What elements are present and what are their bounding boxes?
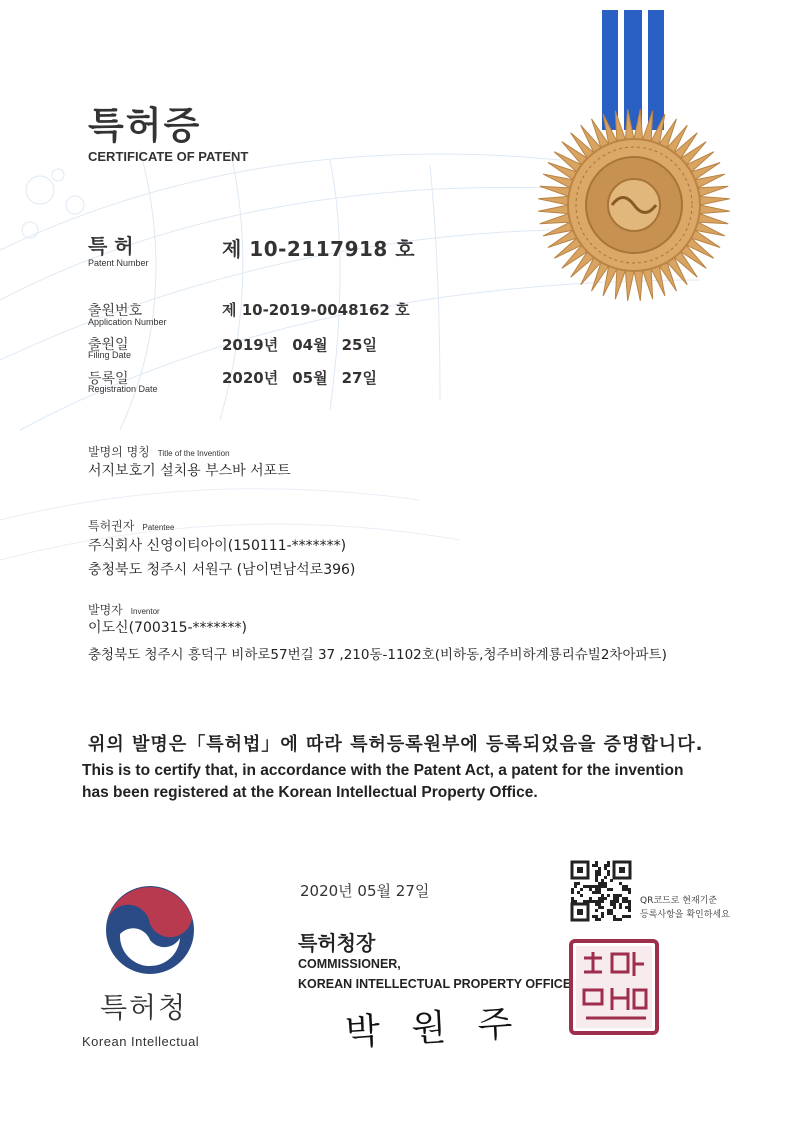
- registration-year: 2020년: [222, 369, 279, 387]
- application-number-label: 출원번호: [88, 303, 143, 319]
- registration-month: 05월: [292, 369, 328, 387]
- inventor-name: 이도신(700315-*******): [88, 620, 247, 636]
- patent-number-value: 제 10-2117918 호: [222, 237, 416, 261]
- filing-day: 25일: [341, 336, 377, 354]
- certification-english-line-1: This is to certify that, in accordance with the Patent Act, a patent for the invention: [82, 762, 684, 779]
- certificate-title: 특허증: [88, 104, 202, 147]
- commissioner-signature: 박 원 주: [344, 1003, 524, 1054]
- inventor-section-label: [88, 599, 160, 618]
- registration-day: 27일: [341, 369, 377, 387]
- qr-note-line-1: QR코드로 현재기준: [640, 896, 718, 906]
- commissioner-english-line-1: COMMISSIONER,: [298, 957, 401, 971]
- qr-code: [570, 860, 632, 922]
- invention-label-english: Title of the Invention: [157, 449, 230, 458]
- kipo-logo-name-english: Korean Intellectual: [82, 1034, 200, 1049]
- invention-title: 서지보호기 설치용 부스바 서포트: [88, 463, 291, 479]
- filing-date-label-english: Filing Date: [88, 350, 132, 360]
- blue-ribbon: [602, 10, 664, 130]
- qr-note: [640, 894, 730, 922]
- registration-date-label-english: Registration Date: [88, 384, 158, 394]
- application-number-value: 제 10-2019-0048162 호: [222, 301, 410, 319]
- patent-number-label: 특 허: [88, 234, 134, 258]
- patentee-label-english: Patentee: [142, 523, 175, 532]
- patentee-label: 특허권자: [88, 519, 135, 533]
- certification-english-line-2: has been registered at the Korean Intellectual Property Office.: [82, 784, 538, 801]
- issue-date: 2020년 05월 27일: [300, 882, 430, 900]
- inventor-address: 충청북도 청주시 흥덕구 비하로57번길 37 ,210동-1102호(비하동,청주비하계룡리슈빌2차아파트): [88, 647, 667, 663]
- application-number-label-english: Application Number: [88, 317, 167, 327]
- commissioner-title-korean: 특허청장: [298, 931, 376, 955]
- patentee-address: 충청북도 청주시 서원구 (남이면남석로396): [88, 562, 356, 578]
- kipo-logo-emblem: [100, 878, 200, 982]
- official-red-seal: [568, 938, 660, 1036]
- inventor-label: 발명자: [88, 603, 123, 617]
- filing-year: 2019년: [222, 336, 279, 354]
- certificate-title-english: CERTIFICATE OF PATENT: [88, 149, 249, 164]
- registration-date-value: [222, 367, 391, 388]
- certification-statement-korean: 위의 발명은「특허법」에 따라 특허등록원부에 등록되었음을 증명합니다.: [88, 734, 704, 755]
- registration-date-label: 등록일: [88, 371, 129, 387]
- patent-number-label-english: Patent Number: [88, 258, 149, 268]
- gold-medal-seal: [534, 10, 734, 310]
- commissioner-title-english: [298, 954, 571, 994]
- commissioner-english-line-2: KOREAN INTELLECTUAL PROPERTY OFFICE: [298, 977, 572, 991]
- filing-date-value: [222, 334, 391, 355]
- patentee-section-label: [88, 515, 174, 534]
- kipo-logo-name-korean: 특허청: [100, 991, 188, 1024]
- patentee-name: 주식회사 신영이티아이(150111-*******): [88, 538, 347, 554]
- certification-statement-english: [82, 760, 762, 804]
- invention-section-label: [88, 441, 230, 460]
- filing-date-label: 출원일: [88, 337, 129, 353]
- invention-label: 발명의 명칭: [88, 445, 150, 459]
- filing-month: 04월: [292, 336, 328, 354]
- inventor-label-english: Inventor: [130, 607, 160, 616]
- qr-note-line-2: 등록사항을 확인하세요: [640, 910, 730, 920]
